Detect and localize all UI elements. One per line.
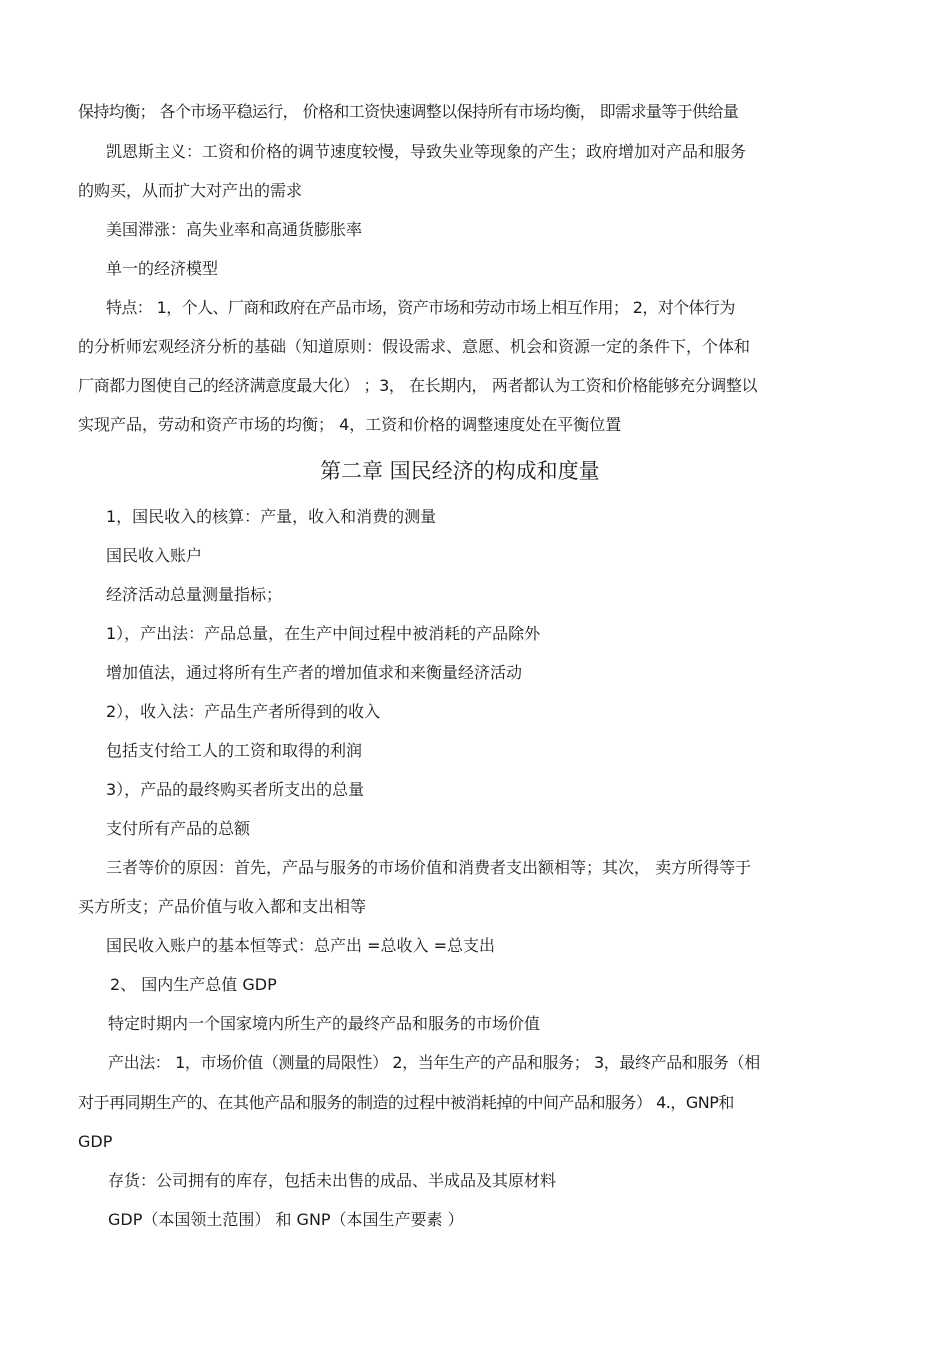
paragraph-line: 买方所支；产品价值与收入都和支出相等 <box>78 897 367 916</box>
paragraph-line: 的分析师宏观经济分析的基础（知道原则：假设需求、意愿、机会和资源一定的条件下，个体和 <box>78 337 751 356</box>
paragraph-line: 2），收入法：产品生产者所得到的收入 <box>106 702 381 721</box>
paragraph-line: 包括支付给工人的工资和取得的利润 <box>106 741 363 760</box>
paragraph-line: 增加值法，通过将所有生产者的增加值求和来衡量经济活动 <box>106 663 523 682</box>
paragraph-line: 3），产品的最终购买者所支出的总量 <box>106 780 365 799</box>
paragraph-line: 实现产品，劳动和资产市场的均衡； 4，工资和价格的调整速度处在平衡位置 <box>78 415 622 434</box>
paragraph-line: 经济活动总量测量指标； <box>106 585 283 604</box>
paragraph-line: 特点： 1，个人、厂商和政府在产品市场，资产市场和劳动市场上相互作用； 2，对个体行为 <box>106 298 735 317</box>
paragraph-line: 产出法： 1，市场价值（测量的局限性） 2，当年生产的产品和服务； 3，最终产品和服务（相 <box>108 1053 760 1072</box>
paragraph-line: 单一的经济模型 <box>106 259 219 278</box>
paragraph-line: GDP <box>78 1132 113 1151</box>
paragraph-line: 存货：公司拥有的库存，包括未出售的成品、半成品及其原材料 <box>108 1171 557 1190</box>
paragraph-line: 国民收入账户的基本恒等式：总产出 =总收入 =总支出 <box>106 936 495 955</box>
paragraph-line: GDP（本国领土范围） 和 GNP（本国生产要素 ） <box>108 1210 464 1229</box>
paragraph-line: 1，国民收入的核算：产量，收入和消费的测量 <box>106 507 437 526</box>
chapter-heading: 第二章 国民经济的构成和度量 <box>320 459 600 483</box>
paragraph-line: 厂商都力图使自己的经济满意度最大化） ；3， 在长期内， 两者都认为工资和价格能够充分调整以 <box>78 376 758 395</box>
paragraph-line: 特定时期内一个国家境内所生产的最终产品和服务的市场价值 <box>108 1014 541 1033</box>
paragraph-line: 的购买，从而扩大对产出的需求 <box>78 181 303 200</box>
paragraph-line: 1），产出法：产品总量，在生产中间过程中被消耗的产品除外 <box>106 624 541 643</box>
section-heading: 2、 国内生产总值 GDP <box>110 975 277 994</box>
paragraph-line: 国民收入账户 <box>106 546 203 565</box>
paragraph-line: 对于再同期生产的、在其他产品和服务的制造的过程中被消耗掉的中间产品和服务） 4.，GNP和 <box>78 1093 734 1112</box>
paragraph-line: 保持均衡； 各个市场平稳运行， 价格和工资快速调整以保持所有市场均衡， 即需求量等于供给量 <box>78 102 739 121</box>
paragraph-line: 美国滞涨：高失业率和高通货膨胀率 <box>106 220 363 239</box>
paragraph-line: 三者等价的原因：首先，产品与服务的市场价值和消费者支出额相等；其次， 卖方所得等于 <box>106 858 752 877</box>
paragraph-line: 凯恩斯主义：工资和价格的调节速度较慢，导致失业等现象的产生；政府增加对产品和服务 <box>106 142 747 161</box>
paragraph-line: 支付所有产品的总额 <box>106 819 251 838</box>
